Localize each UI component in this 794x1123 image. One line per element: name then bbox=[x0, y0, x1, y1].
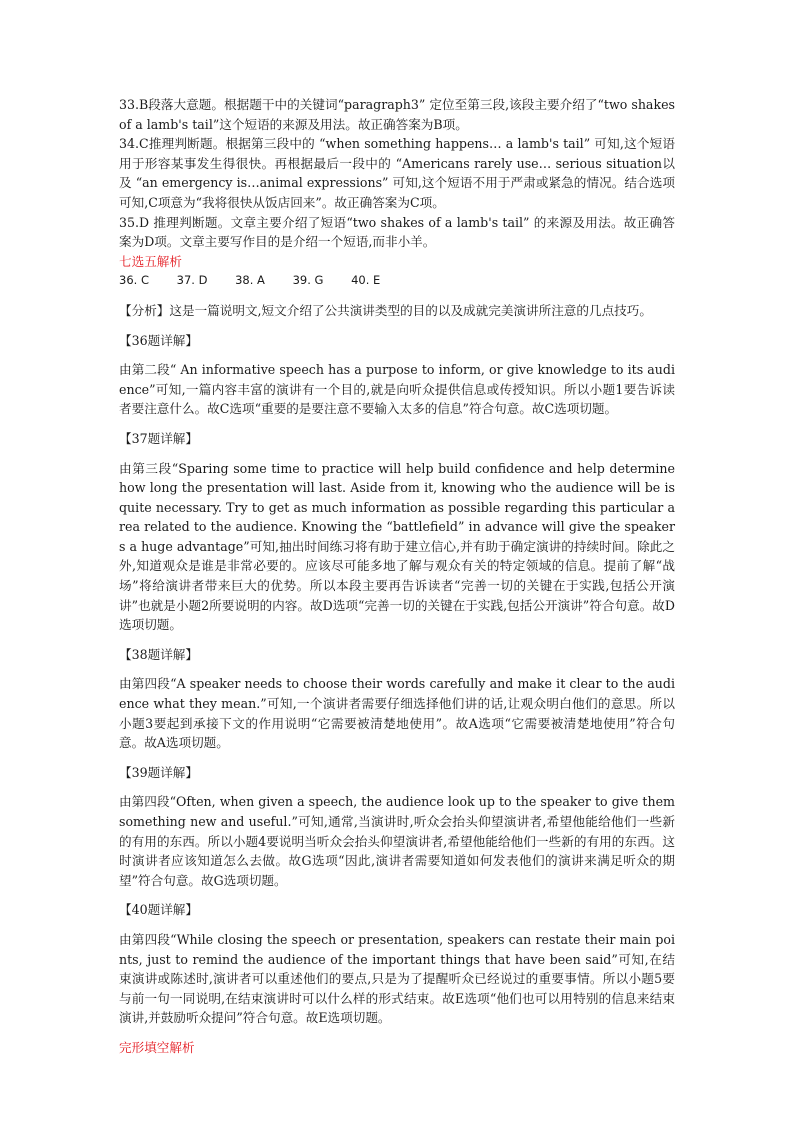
answer-37: 37. D bbox=[176, 273, 208, 288]
detail-38-label: 【38题详解】 bbox=[119, 646, 198, 662]
answer-key-row bbox=[119, 271, 675, 291]
detail-38-text: 由第四段“A speaker needs to choose their words carefully and make it clear to the audience what they mean.”可知,一个演讲者需要仔细选择他们讲的话,让观众明白他们的意思。所以小题3要起到承接下文的作用说明“它需要被清楚地使用”。故A选项“它需要被清楚地使用”符合句意。故A选项切题。 bbox=[119, 676, 675, 751]
answer-38: 38. A bbox=[235, 273, 265, 288]
answer-36: 36. C bbox=[119, 273, 149, 288]
answer-39: 39. G bbox=[292, 273, 324, 288]
section-heading-seven-choose-five: 七选五解析 bbox=[119, 253, 182, 269]
detail-36-label: 【36题详解】 bbox=[119, 332, 198, 348]
section-heading-cloze: 完形填空解析 bbox=[119, 1039, 195, 1055]
answer-40: 40. E bbox=[351, 273, 381, 288]
detail-36-text: 由第二段“ An informative speech has a purpose to inform, or give knowledge to its audience”可知,一篇内容丰富的演讲有一个目的,就是向听众提供信息或传授知识。所以小题1要告诉读者要注意什么。故C选项“重要的是要注意不要输入太多的信息”符合句意。故C选项切题。 bbox=[119, 362, 675, 417]
detail-40-label: 【40题详解】 bbox=[119, 902, 198, 918]
detail-39-text: 由第四段“Often, when given a speech, the audience look up to the speaker to give them something new and useful.”可知,通常,当演讲时,听众会抬头仰望演讲者,希望他能给他们一些新的有用的东西。所以小题4要说明当听众会抬头仰望演讲者,希望他能给他们一些新的有用的东西。这时演讲者应该知道怎么去做。故G选项“因此,演讲者需要知道如何发表他们的演讲来满足听众的期望”符合句意。故G选项切题。 bbox=[119, 794, 675, 888]
detail-37-text: 由第三段“Sparing some time to practice will help build confidence and help determine how long the presentation will last. Aside from it, knowing who the audience will be is quite necessary. Try to get as much information as possible regarding this particular area related to the audience. Knowing the “battlefield” in advance will give the speakers a huge advantage”可知,抽出时间练习将有助于建立信心,并有助于确定演讲的持续时间。除此之外,知道观众是谁是非常必要的。应该尽可能多地了解与观众有关的特定领域的信息。提前了解“战场”将给演讲者带来巨大的优势。所以本段主要再告诉读者“完善一切的关键在于实践,包括公开演讲”也就是小题2所要说明的内容。故D选项“完善一切的关键在于实践,包括公开演讲”符合句意。故D选项切题。 bbox=[119, 460, 675, 633]
passage-analysis: 【分析】这是一篇说明文,短文介绍了公共演讲类型的目的以及成就完美演讲所注意的几点技巧。 bbox=[119, 302, 652, 318]
detail-37-label: 【37题详解】 bbox=[119, 430, 198, 446]
document-page bbox=[119, 95, 675, 1058]
answer-35-explanation: 35.D 推理判断题。文章主要介绍了短语“two shakes of a lamb's tail” 的来源及用法。故正确答案为D项。文章主要写作目的是介绍一个短语,而非小羊。 bbox=[119, 214, 675, 250]
answer-33-explanation: 33.B段落大意题。根据题干中的关键词“paragraph3” 定位至第三段,该段主要介绍了“two shakes of a lamb's tail”这个短语的来源及用法。故正确答案为B项。 bbox=[119, 97, 675, 132]
answer-34-explanation: 34.C推理判断题。根据第三段中的 “when something happens… a lamb's tail” 可知,这个短语用于形容某事发生得很快。再根据最后一段中的 “Americans rarely use… serious situation以及 “an emergency is…animal expressions” 可知,这个短语不用于严肃或紧急的情况。结合选项可知,C项意为“我将很快从饭店回来”。故正确答案为C项。 bbox=[119, 136, 675, 210]
detail-40-text: 由第四段“While closing the speech or presentation, speakers can restate their main points, just to remind the audience of the important things that have been said”可知,在结束演讲或陈述时,演讲者可以重述他们的要点,只是为了提醒听众已经说过的重要事情。所以小题5要与前一句一同说明,在结束演讲时可以什么样的形式结束。故E选项“他们也可以用特别的信息来结束演讲,并鼓励听众提问”符合句意。故E选项切题。 bbox=[119, 931, 675, 1026]
detail-39-label: 【39题详解】 bbox=[119, 764, 198, 780]
